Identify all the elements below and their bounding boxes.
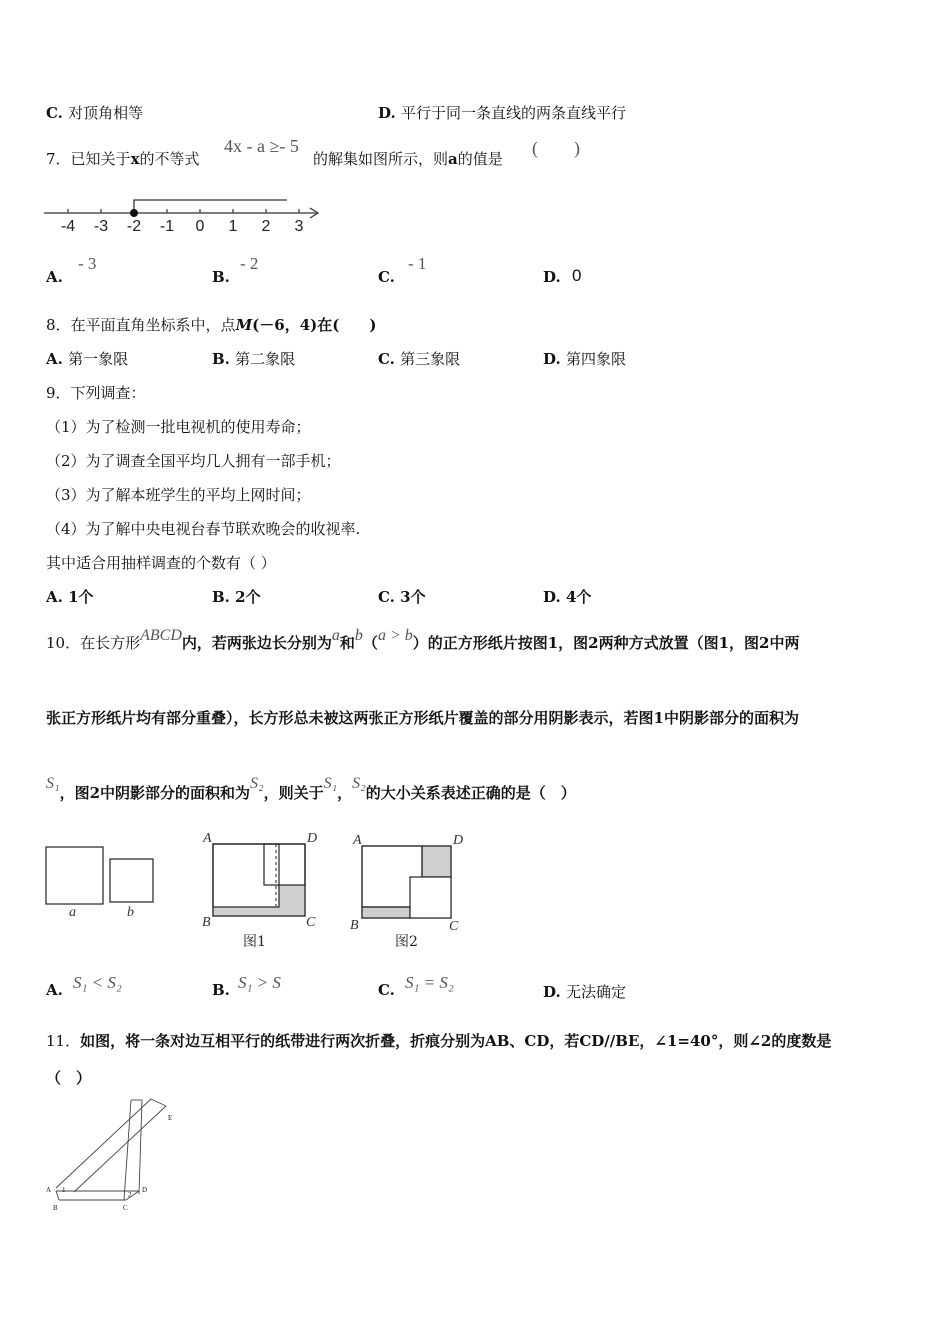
option-letter: D. [543, 350, 561, 368]
tick-label: -2 [126, 218, 142, 235]
option-value: - 1 [408, 254, 427, 273]
stem-text: ，则关于 [263, 784, 324, 802]
strip-edge [56, 1099, 151, 1188]
option-letter: D. [378, 104, 396, 122]
square-a [46, 847, 103, 904]
stem-text: 的大小关系表述正确的是（ ） [365, 784, 576, 802]
q8-option-d [543, 348, 626, 369]
option-text: 3个 [400, 588, 426, 606]
stem-text: 的不等式 [139, 150, 200, 168]
label-b: b [127, 905, 134, 920]
option-letter: B. [212, 981, 230, 999]
q7-option-b [212, 268, 230, 286]
q9-option-a [46, 586, 94, 607]
figure-2 [350, 833, 463, 950]
q7-stem-tail [313, 148, 503, 169]
figure-1 [202, 831, 317, 950]
q7-inequality: 4x - a ≥- 5 [224, 136, 299, 156]
stem-text: (－6，4)在( ) [252, 316, 377, 334]
q7-option-a [46, 268, 63, 286]
label-a: a [69, 905, 76, 920]
q9-item: （4）为了解中央电视台春节联欢晚会的收视率. [46, 520, 361, 538]
option-text: 平行于同一条直线的两条直线平行 [400, 104, 626, 122]
q9-item: （2）为了调查全国平均几人拥有一部手机； [46, 452, 341, 470]
option-text: 第三象限 [400, 350, 461, 368]
label-A: A [46, 1186, 52, 1194]
option-text: 1个 [68, 588, 94, 606]
q9-question: 其中适合用抽样调查的个数有（ ） [46, 554, 276, 572]
solution-point [131, 210, 138, 217]
stem-text: 下列调查： [70, 384, 146, 402]
strip-edge [139, 1100, 142, 1194]
question-number: 9． [46, 384, 71, 402]
label-C: C [306, 915, 316, 930]
number-line [44, 196, 334, 236]
option-text: 第一象限 [68, 350, 129, 368]
stem-text: ）的正方形纸片按图1，图2两种方式放置（图1，图2中两 [412, 634, 800, 652]
option-letter: A. [46, 350, 63, 368]
option-value: 0 [572, 266, 582, 285]
q10-option-c [378, 981, 395, 999]
label-A: A [203, 831, 212, 846]
square-a [213, 844, 279, 907]
angle-1: 1 [62, 1186, 66, 1194]
shaded-strip [362, 907, 410, 918]
q7-option-d [543, 268, 561, 286]
q11-figure [44, 1096, 184, 1216]
label-E: E [168, 1114, 173, 1122]
rect-abcd: ABCD [140, 627, 182, 644]
stem-text: （ [362, 634, 378, 652]
tick-label: 2 [261, 218, 271, 235]
symbol-s2: S₂ [352, 775, 366, 792]
symbol-s2: S₂ [250, 775, 264, 792]
q8-option-b [212, 348, 295, 369]
label-C: C [449, 919, 459, 934]
strip-edge [74, 1106, 166, 1192]
fold-ab [56, 1191, 59, 1200]
stem-text: ，图2中阴影部分的面积和为 [59, 784, 251, 802]
q6-option-c [46, 102, 143, 123]
q10-option-d [543, 981, 626, 1002]
strip-end [151, 1099, 166, 1106]
var-a: a [331, 627, 340, 644]
q9-option-d [543, 586, 591, 607]
question-number: 10． [46, 634, 81, 652]
square-b [110, 859, 153, 902]
stem-text: 的值是 [457, 150, 503, 168]
stem-text: 和 [339, 634, 355, 652]
stem-text: ， [337, 784, 353, 802]
question-number: 11． [46, 1032, 81, 1050]
tick-label: -3 [93, 218, 109, 235]
option-text: 2个 [235, 588, 261, 606]
symbol-s1: S₁ [323, 775, 338, 792]
option-text: 第四象限 [565, 350, 626, 368]
q7-option-c [378, 268, 395, 286]
question-number: 7． [46, 150, 71, 168]
label-A: A [353, 833, 362, 848]
stem-text: 如图，将一条对边互相平行的纸带进行两次折叠，折痕分别为AB、CD，若CD//BE，∠1=40°，则∠2的度数是 [80, 1032, 832, 1050]
shaded-region [213, 885, 305, 916]
option-letter: C. [378, 350, 395, 368]
q11-line1 [46, 1030, 831, 1051]
option-text: 第二象限 [235, 350, 296, 368]
q9-stem [46, 382, 146, 403]
option-letter: B. [212, 350, 230, 368]
option-letter: C. [378, 268, 395, 286]
q8-stem [46, 314, 376, 335]
label-D: D [453, 833, 464, 848]
q9-option-c [378, 586, 426, 607]
tick-label: 1 [228, 218, 238, 235]
option-value: S₁ > S [238, 973, 281, 992]
option-letter: B. [212, 588, 230, 606]
q7-stem [46, 148, 200, 169]
angle-2: 2 [128, 1191, 132, 1199]
option-value: S₁ = S₂ [405, 973, 454, 992]
square-b [264, 844, 305, 885]
option-letter: C. [378, 588, 395, 606]
q9-option-b [212, 586, 261, 607]
q9-item: （3）为了解本班学生的平均上网时间； [46, 486, 311, 504]
tick-label: -4 [60, 218, 76, 235]
q10-line2: 张正方形纸片均有部分重叠），长方形总未被这两张正方形纸片覆盖的部分用阴影表示，若图1中阴影部分的面积为 [46, 709, 799, 727]
caption-fig2: 图2 [395, 934, 418, 950]
condition-math: a > b [377, 627, 413, 644]
q10-figure [44, 830, 484, 955]
symbol-s1: S₁ [46, 775, 60, 792]
option-text: 无法确定 [565, 983, 626, 1001]
option-text: 对顶角相等 [68, 104, 144, 122]
q11-line2: （ ） [46, 1069, 92, 1087]
stem-text: 的解集如图所示，则 [313, 150, 449, 168]
stem-text: 内，若两张边长分别为 [181, 634, 332, 652]
option-letter: C. [378, 981, 395, 999]
stem-text: 在平面直角坐标系中，点 [70, 316, 236, 334]
label-D: D [307, 831, 318, 846]
option-letter: B. [212, 268, 230, 286]
tick-label: 0 [195, 218, 205, 235]
q8-option-a [46, 348, 128, 369]
option-text: 4个 [565, 588, 592, 606]
label-D: D [142, 1186, 148, 1194]
option-letter: D. [543, 983, 561, 1001]
q10-option-a [46, 981, 63, 999]
variable-a: a [448, 150, 458, 168]
q10-line3 [46, 775, 576, 803]
point-m: M [235, 316, 253, 334]
label-B: B [350, 918, 359, 933]
option-letter: A. [46, 588, 63, 606]
solution-ray [134, 200, 287, 213]
tick-label: 3 [294, 218, 304, 235]
option-letter: A. [46, 981, 63, 999]
q10-option-b [212, 981, 230, 999]
option-letter: D. [543, 588, 561, 606]
caption-fig1: 图1 [243, 934, 266, 950]
tick-label: -1 [159, 218, 175, 235]
strip-edge [124, 1100, 131, 1200]
stem-text: 已知关于 [70, 150, 131, 168]
shaded-corner [422, 846, 451, 877]
square-b [410, 877, 451, 918]
q7-answer-paren: ( ) [532, 138, 580, 158]
q6-option-d [378, 102, 626, 123]
option-value: - 3 [78, 254, 97, 273]
option-value: S₁ < S₂ [73, 973, 122, 992]
var-b: b [354, 627, 363, 644]
question-number: 8． [46, 316, 71, 334]
label-B: B [202, 915, 211, 930]
label-B: B [53, 1204, 58, 1212]
variable-x: x [130, 150, 140, 168]
q9-item: （1）为了检测一批电视机的使用寿命； [46, 418, 311, 436]
option-value: - 2 [240, 254, 259, 273]
stem-text: 在长方形 [80, 634, 141, 652]
label-C: C [123, 1204, 128, 1212]
option-letter: C. [46, 104, 63, 122]
q8-option-c [378, 348, 460, 369]
option-letter: D. [543, 268, 561, 286]
option-letter: A. [46, 268, 63, 286]
q10-line1 [46, 627, 800, 653]
